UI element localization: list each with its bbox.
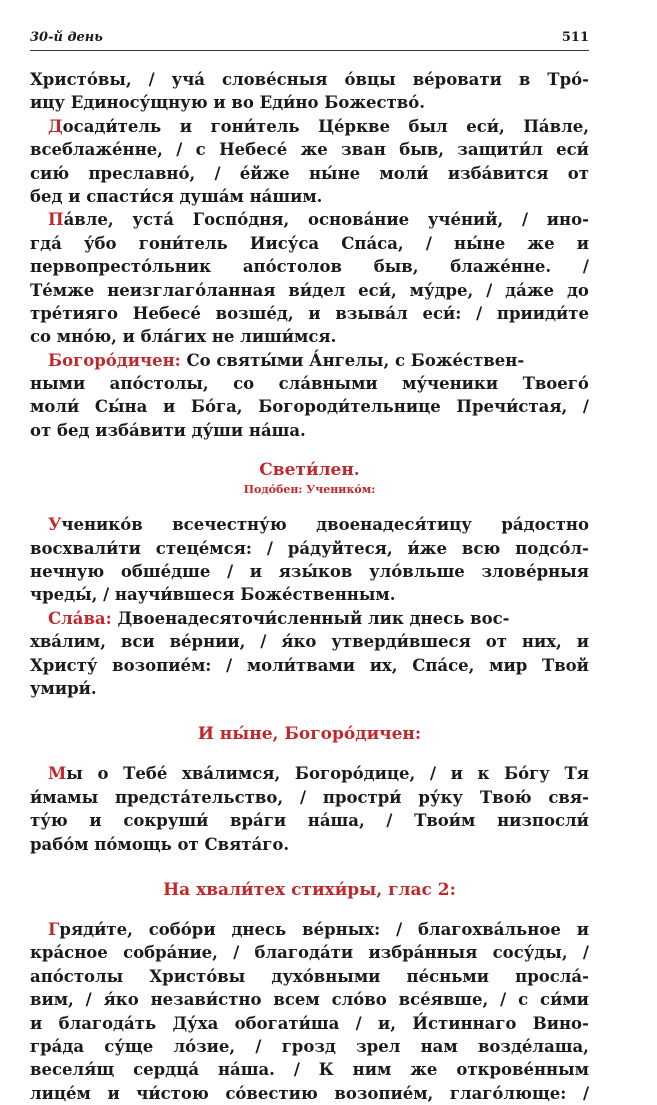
word: духо́вными xyxy=(271,966,381,986)
text-line xyxy=(30,1012,589,1035)
word: еси́, xyxy=(466,116,505,136)
subheading-podoben: Подо́бен: Ученико́м: xyxy=(243,483,376,497)
word: неизглаго́ланная xyxy=(107,280,276,300)
paragraph xyxy=(30,349,589,443)
word: взыва́л xyxy=(335,303,408,323)
word: и xyxy=(89,811,102,831)
word: уло́вльше xyxy=(369,562,465,582)
text-line xyxy=(30,162,589,185)
word: Те́мже xyxy=(30,280,95,300)
word: ны́не xyxy=(454,233,506,253)
word: в xyxy=(518,70,531,89)
word: и xyxy=(308,303,321,323)
word: ны́не xyxy=(308,163,361,183)
initial-letter: П xyxy=(48,210,64,230)
word: был xyxy=(408,116,448,136)
word: благохва́льное xyxy=(417,919,561,939)
word: / xyxy=(148,70,155,89)
word: му́ченики xyxy=(402,374,499,394)
word: ру́ку xyxy=(418,787,463,807)
word: и xyxy=(179,116,193,136)
word: сосу́ды, xyxy=(492,943,568,963)
word: Сы́на xyxy=(94,397,148,417)
word: апо́столы, xyxy=(109,374,209,394)
word: Твоего́ xyxy=(522,374,589,394)
word: быв, xyxy=(399,140,444,160)
text-line xyxy=(30,560,589,583)
word: да́же xyxy=(505,280,555,300)
word: подсо́л- xyxy=(515,538,589,558)
word: ве́ровати xyxy=(412,70,502,89)
word: обогати́ша xyxy=(234,1013,340,1033)
word: си́ми xyxy=(540,990,589,1010)
word: всеблаже́нне, xyxy=(30,140,163,160)
text-line xyxy=(30,115,589,138)
word: вра́ги xyxy=(230,811,287,831)
word: Небесе́ xyxy=(219,140,288,160)
text-line: рабо́м по́мощь от Свята́го. xyxy=(30,834,290,854)
text-line xyxy=(30,68,589,91)
word: / xyxy=(226,655,233,675)
word: Досади́тель xyxy=(48,116,162,136)
text-line: со мно́ю, и бла́гих не лиши́мся. xyxy=(30,327,337,347)
word: со xyxy=(233,374,255,394)
word: и xyxy=(576,919,589,939)
word: возопие́м: xyxy=(112,655,212,675)
word: уча́ xyxy=(171,70,205,89)
initial-letter: У xyxy=(48,515,62,535)
word: Мы xyxy=(48,764,83,784)
word: язы́ков xyxy=(278,562,353,582)
text-line xyxy=(30,349,589,372)
word: о́вцы xyxy=(344,70,396,89)
word: уста́ xyxy=(132,210,174,230)
word: гда́ xyxy=(30,233,62,253)
word: свя- xyxy=(548,787,589,807)
word: Пречи́стая, xyxy=(456,397,568,417)
word: блаже́нне. xyxy=(450,257,552,277)
word: гони́тель xyxy=(138,233,228,253)
word: прииди́те xyxy=(496,303,589,323)
word: открове́нным xyxy=(456,1060,589,1080)
word: / xyxy=(227,562,234,582)
text-line xyxy=(30,654,589,677)
word: К xyxy=(318,1060,334,1080)
word: Вино- xyxy=(532,1013,589,1033)
paragraph xyxy=(30,762,589,856)
word: / xyxy=(214,163,221,183)
word: сло́во xyxy=(331,990,387,1010)
text-line xyxy=(30,279,589,302)
word: от xyxy=(567,163,589,183)
word: сла́вными xyxy=(278,374,378,394)
word: и́же xyxy=(407,538,447,558)
text-line xyxy=(30,809,589,832)
word: я́ко xyxy=(281,632,317,652)
paragraph xyxy=(30,208,589,348)
word: / xyxy=(396,919,403,939)
word: / xyxy=(425,233,432,253)
word: я́ко xyxy=(103,990,139,1010)
word: Гряди́те, xyxy=(48,919,133,939)
word: собо́ри xyxy=(148,919,216,939)
paragraph xyxy=(30,607,589,701)
word: и xyxy=(162,397,176,417)
text-line xyxy=(30,395,589,418)
rubric-label: Богоро́дичен: xyxy=(48,350,181,370)
word: му́дре, xyxy=(409,280,474,300)
word: Спа́се, xyxy=(412,655,475,675)
word: основа́ние xyxy=(307,210,410,230)
text-line xyxy=(30,965,589,988)
text-line xyxy=(30,988,589,1011)
text-line xyxy=(30,302,589,325)
paragraph xyxy=(30,918,589,1105)
word: нечную xyxy=(30,562,105,582)
page-number: 511 xyxy=(561,30,589,45)
word: изба́вится xyxy=(447,163,549,183)
word: всечестну́ю xyxy=(172,515,287,535)
word: со́вестию xyxy=(225,1083,318,1103)
word: гра́да xyxy=(30,1036,85,1056)
word: апо́столов xyxy=(242,257,342,277)
word: зван xyxy=(341,140,386,160)
word: предста́тельство, xyxy=(115,787,284,807)
word: днесь xyxy=(231,919,287,939)
word: / xyxy=(582,397,589,417)
word: возше́д, xyxy=(215,303,294,323)
word: Па́вле, xyxy=(48,210,114,230)
word: / xyxy=(522,210,529,230)
text-line xyxy=(30,786,589,809)
text-fragment: Двоенадесяточи́сленный лик днесь вос- xyxy=(117,608,510,628)
word: сокруши́ xyxy=(123,811,209,831)
word: Госпо́дня, xyxy=(192,210,290,230)
text-line xyxy=(30,607,589,630)
word: и xyxy=(249,562,263,582)
text-line xyxy=(30,1082,589,1105)
text-line xyxy=(30,208,589,231)
text-line xyxy=(30,630,589,653)
word: / xyxy=(255,1036,262,1056)
word: Твою́ xyxy=(479,787,532,807)
word: еси́: xyxy=(422,303,462,323)
word: Ду́ха xyxy=(172,1013,219,1033)
text-line xyxy=(30,941,589,964)
text-line xyxy=(30,513,589,536)
word: Твои́м xyxy=(414,811,476,831)
word: / xyxy=(260,632,267,652)
word: чи́стою xyxy=(136,1083,209,1103)
word: на́ша. xyxy=(217,1060,275,1080)
word: же xyxy=(410,1060,438,1080)
word: и xyxy=(576,233,589,253)
word: Спа́са, xyxy=(341,233,404,253)
word: ра́дуйтеся, xyxy=(287,538,393,558)
word: восхвали́ти xyxy=(30,538,141,558)
word: обше́дше xyxy=(120,562,211,582)
word: защити́л xyxy=(457,140,543,160)
day-label: 30-й день xyxy=(30,30,103,45)
word: ло́зие, xyxy=(173,1036,236,1056)
word: / xyxy=(486,280,493,300)
word: с xyxy=(518,990,529,1010)
word: ино- xyxy=(546,210,589,230)
word: / xyxy=(293,1060,300,1080)
word: с xyxy=(195,140,206,160)
word: Христу́ xyxy=(30,655,98,675)
word: / xyxy=(429,764,436,784)
word: еси́ xyxy=(556,140,589,160)
text-line xyxy=(30,918,589,941)
word: первопресто́льник xyxy=(30,257,212,277)
word: моли́ xyxy=(379,163,429,183)
word: благода́ти xyxy=(254,943,354,963)
paragraph xyxy=(30,115,589,209)
word: Богороди́тельнице xyxy=(258,397,441,417)
text-line: бед и спасти́ся душа́м на́шим. xyxy=(30,186,323,206)
paragraph xyxy=(30,68,589,115)
word: утверди́вшеся xyxy=(331,632,471,652)
word: и́мамы xyxy=(30,787,99,807)
word: собра́ние, xyxy=(123,943,218,963)
word: Твой xyxy=(541,655,589,675)
word: них, xyxy=(521,632,562,652)
word: апо́столы xyxy=(30,966,124,986)
text-line xyxy=(30,138,589,161)
word: о xyxy=(97,764,109,784)
rubric-label: Сла́ва: xyxy=(48,608,112,628)
word: до xyxy=(566,280,589,300)
word: / xyxy=(386,811,393,831)
word: еси́, xyxy=(358,280,397,300)
word: глаго́люще: xyxy=(449,1083,567,1103)
word: нам xyxy=(420,1036,458,1056)
word: / xyxy=(582,257,589,277)
word: всем xyxy=(273,990,320,1010)
word: ными xyxy=(30,374,86,394)
word: возде́лаша, xyxy=(477,1036,589,1056)
text-line xyxy=(30,372,589,395)
paragraph xyxy=(30,513,589,607)
word: кра́сное xyxy=(30,943,108,963)
word: грозд xyxy=(281,1036,336,1056)
text-fragment: Со святы́ми А́нгелы, с Боже́ствен- xyxy=(186,350,525,370)
text-line xyxy=(30,255,589,278)
word: злове́рныя xyxy=(481,562,589,582)
word: ве́рных: xyxy=(302,919,381,939)
word: И́стиннаго xyxy=(412,1013,517,1033)
word: просла́- xyxy=(515,966,589,986)
word: всю xyxy=(461,538,501,558)
word: е́йже xyxy=(239,163,290,183)
word: / xyxy=(85,990,92,1010)
word: Небесе́ xyxy=(132,303,201,323)
word: / xyxy=(266,538,273,558)
word: и xyxy=(576,632,589,652)
running-head xyxy=(30,30,589,51)
word: простри́ xyxy=(322,787,402,807)
text-line xyxy=(30,537,589,560)
text-line xyxy=(30,232,589,255)
word: су́ще xyxy=(104,1036,154,1056)
word: ним xyxy=(352,1060,392,1080)
word: от xyxy=(485,632,507,652)
word: их, xyxy=(369,655,398,675)
text-line: чреды́, / научи́вшеся Боже́ственным. xyxy=(30,585,396,605)
word: возопие́м, xyxy=(334,1083,434,1103)
word: к xyxy=(477,764,490,784)
word: и xyxy=(450,764,463,784)
word: и, xyxy=(378,1013,397,1033)
word: тре́тияго xyxy=(30,303,119,323)
word: Христо́вы, xyxy=(30,70,132,89)
word: Бо́гу xyxy=(504,764,550,784)
word: моли́твами xyxy=(246,655,355,675)
word: гони́тель xyxy=(210,116,300,136)
initial-letter: Г xyxy=(48,919,60,939)
word: Иису́са xyxy=(249,233,320,253)
word: на́ша, xyxy=(307,811,365,831)
word: Це́ркве xyxy=(318,116,390,136)
text-line xyxy=(30,1035,589,1058)
word: и xyxy=(107,1083,120,1103)
word: слове́сныя xyxy=(221,70,328,89)
word: Тро́- xyxy=(547,70,589,89)
word: лице́м xyxy=(30,1083,91,1103)
word: / xyxy=(299,787,307,807)
word: / xyxy=(476,303,483,323)
word: Бо́га, xyxy=(190,397,243,417)
word: Па́вле, xyxy=(523,116,589,136)
word: / xyxy=(233,943,240,963)
text-block xyxy=(30,68,589,1105)
word: ту́ю xyxy=(30,811,68,831)
word: ра́достно xyxy=(501,515,589,535)
word: мир xyxy=(489,655,528,675)
word: Ученико́в xyxy=(48,515,143,535)
word: вси xyxy=(120,632,155,652)
heading-svetilen: Свети́лен. xyxy=(259,460,360,481)
word: моли́ xyxy=(30,397,80,417)
word: и xyxy=(30,1013,43,1033)
word: Тебе́ xyxy=(123,764,168,784)
text-line: умири́. xyxy=(30,678,97,698)
word: двоенадеся́тицу xyxy=(316,515,472,535)
text-line xyxy=(30,762,589,785)
heading-na-hvalitekh: На хвали́тех стихи́ры, глас 2: xyxy=(163,879,456,900)
word: / xyxy=(176,140,183,160)
word: / xyxy=(582,1083,589,1103)
word: вим, xyxy=(30,990,74,1010)
word: Христо́вы xyxy=(149,966,246,986)
word: зрел xyxy=(356,1036,401,1056)
word: пе́сньми xyxy=(406,966,489,986)
word: быв, xyxy=(373,257,419,277)
initial-letter: Д xyxy=(48,116,63,136)
word: веселя́щ xyxy=(30,1060,115,1080)
word: ве́рнии, xyxy=(169,632,246,652)
word: уче́ний, xyxy=(427,210,504,230)
word: хва́лимся, xyxy=(182,764,281,784)
word: ви́дел xyxy=(288,280,346,300)
word: низпосли́ xyxy=(497,811,589,831)
text-line: от бед изба́вити ду́ши на́ша. xyxy=(30,420,306,440)
text-line: ицу Единосу́щную и во Еди́но Божество́. xyxy=(30,93,425,113)
word: / xyxy=(500,990,507,1010)
heading-i-nyne: И ны́не, Богоро́дичен: xyxy=(197,724,422,745)
word: / xyxy=(355,1013,362,1033)
word: стеце́мся: xyxy=(155,538,252,558)
word: хва́лим, xyxy=(30,632,106,652)
word: Богоро́дице, xyxy=(294,764,416,784)
word: же xyxy=(527,233,555,253)
word: же xyxy=(300,140,328,160)
text-line xyxy=(30,1058,589,1081)
word: Тя xyxy=(564,764,589,784)
word: / xyxy=(582,943,589,963)
word: благода́ть xyxy=(58,1013,157,1033)
word: сию́ xyxy=(30,163,70,183)
word: преславно́, xyxy=(88,163,196,183)
word: все́явше, xyxy=(398,990,489,1010)
word: незави́стно xyxy=(150,990,262,1010)
word: сердца́ xyxy=(133,1060,200,1080)
initial-letter: М xyxy=(48,764,67,784)
word: у́бо xyxy=(83,233,117,253)
word: избра́нныя xyxy=(368,943,478,963)
